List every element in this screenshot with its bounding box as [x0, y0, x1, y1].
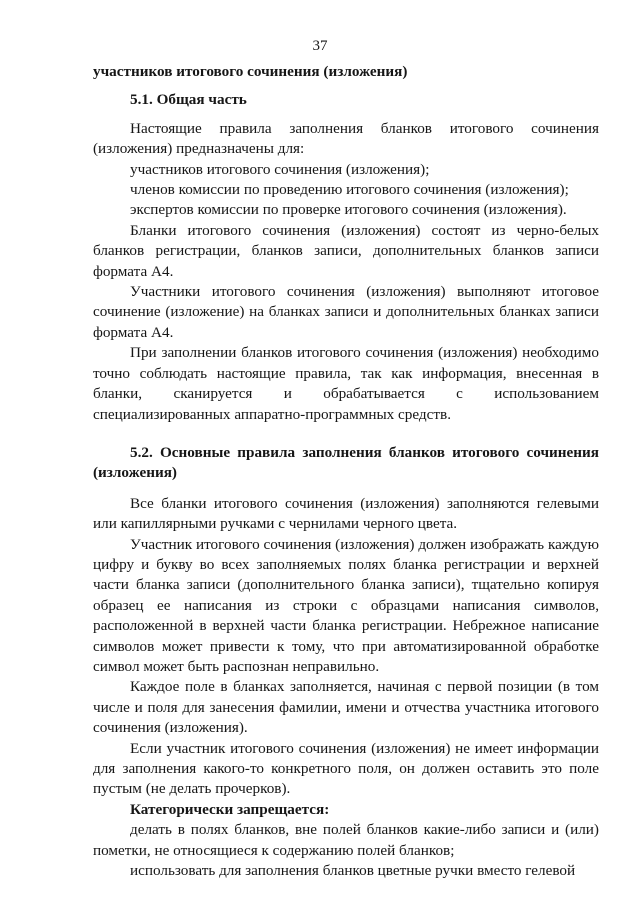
- continued-heading-line: участников итогового сочинения (изложения): [93, 63, 408, 80]
- list-item-commission-members: членов комиссии по проведению итогового сочинения (изложения);: [130, 181, 569, 199]
- section-heading-general: 5.1. Общая часть: [130, 91, 247, 109]
- paragraph-follow-rules: При заполнении бланков итогового сочинения (изложения) необходимо точно соблюдать настоящие правила, так как информация, внесенная в бланки, сканируется и обрабатывается с использованием специализированных аппаратно-программных средств.: [93, 344, 599, 423]
- paragraph-empty-field: Если участник итогового сочинения (изложения) не имеет информации для заполнения какого-то конкретного поля, он должен оставить это поле пустым (не делать прочерков).: [93, 739, 599, 798]
- page-number: 37: [312, 38, 328, 54]
- paragraph-first-position: Каждое поле в бланках заполняется, начиная с первой позиции (в том числе и поля для занесения фамилии, имени и отчества участника итогового сочинения (изложения).: [93, 678, 599, 737]
- list-item-participants: участников итогового сочинения (изложения);: [130, 160, 430, 178]
- paragraph-forms-composition: Бланки итогового сочинения (изложения) состоят из черно-белых бланков регистрации, бланков записи, дополнительных бланков записи формата А4.: [93, 221, 599, 280]
- prohibited-item-marks: делать в полях бланков, вне полей бланков какие-либо записи и (или) пометки, не относящиеся к содержанию полей бланков;: [93, 821, 599, 859]
- paragraph-intro: Настоящие правила заполнения бланков итогового сочинения (изложения) предназначены для:: [93, 119, 599, 158]
- paragraph-pens: Все бланки итогового сочинения (изложения) заполняются гелевыми или капиллярными ручками с чернилами черного цвета.: [93, 494, 599, 533]
- page-content: [93, 62, 599, 881]
- paragraph-digits-letters: Участник итогового сочинения (изложения) должен изображать каждую цифру и букву во всех заполняемых полях бланка регистрации и верхней части бланка записи (дополнительного бланка записи), тщательно копируя образец ее написания из строки с образцами написания символов, расположенной в верхней части бланка регистрации. Небрежное написание символов может привести к тому, что при автоматизированной обработке символ может быть распознан неправильно.: [93, 535, 599, 675]
- prohibited-heading: Категорически запрещается:: [130, 800, 330, 818]
- prohibited-item-color-pens: использовать для заполнения бланков цветные ручки вместо гелевой: [130, 862, 576, 880]
- section-heading-main-rules: 5.2. Основные правила заполнения бланков итогового сочинения (изложения): [93, 443, 599, 482]
- paragraph-participants-write: Участники итогового сочинения (изложения) выполняют итоговое сочинение (изложение) на бланках записи и дополнительных бланках записи формата А4.: [93, 283, 599, 341]
- list-item-experts: экспертов комиссии по проверке итогового сочинения (изложения).: [130, 201, 567, 219]
